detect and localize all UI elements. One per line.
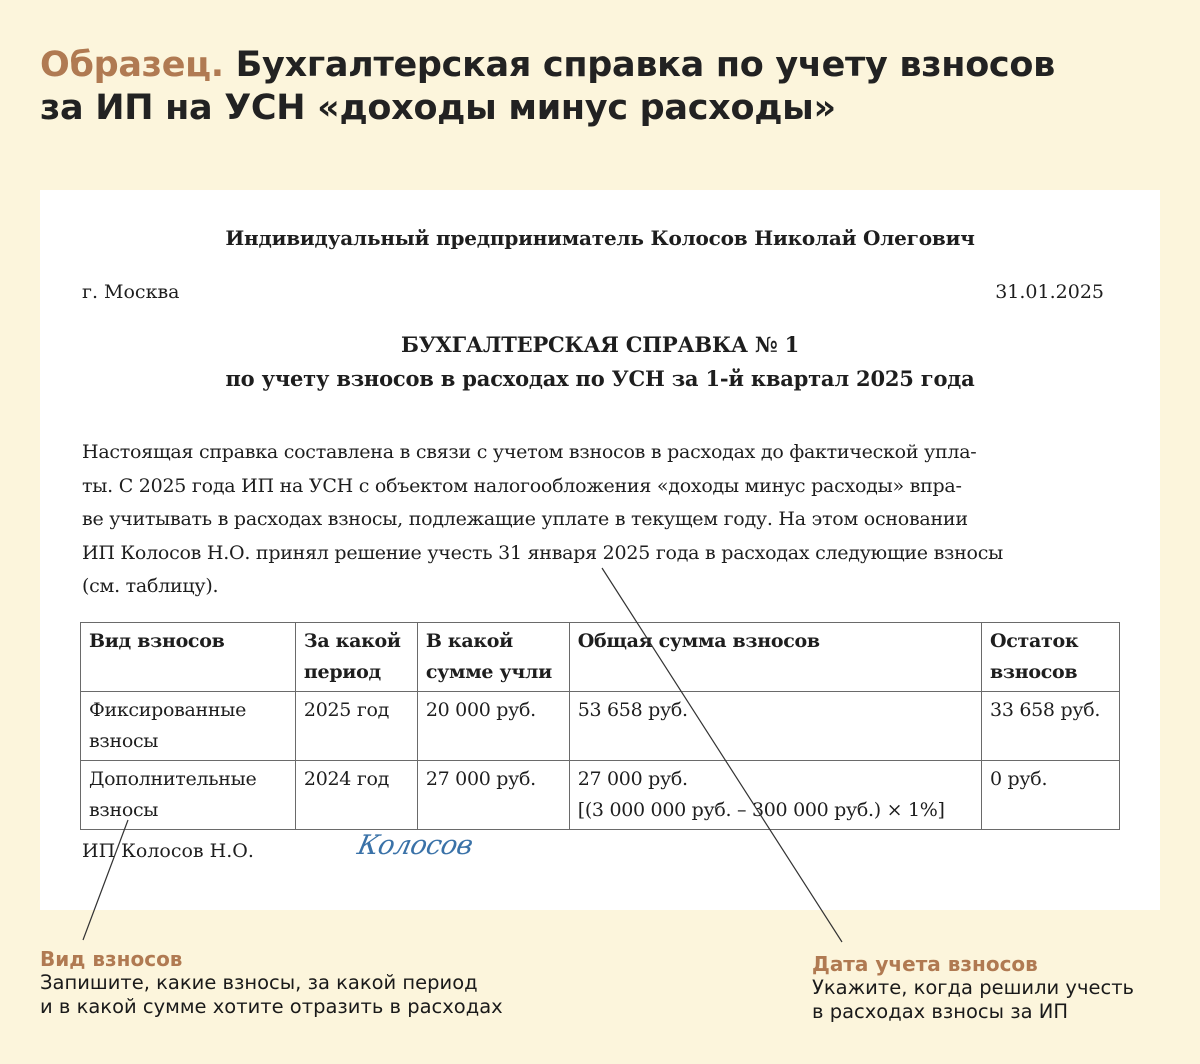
body-line: Настоящая справка составлена в связи с учетом взносов в расходах до фактической упла-	[82, 441, 977, 463]
callout-text: Запишите, какие взносы, за какой период	[40, 971, 478, 994]
title-accent: Образец.	[40, 45, 224, 85]
cell-type: Дополнительные взносы	[81, 761, 296, 830]
handwritten-signature: Колосов	[354, 830, 476, 861]
header-total: Общая сумма взносов	[569, 623, 981, 692]
cell-total: 27 000 руб. [(3 000 000 руб. – 300 000 руб.) × 1%]	[569, 761, 981, 830]
body-line: ве учитывать в расходах взносы, подлежащие уплате в текущем году. На этом основании	[82, 508, 968, 530]
cell-remainder: 0 руб.	[982, 761, 1120, 830]
document-city: г. Москва	[82, 281, 180, 303]
callout-line-date	[602, 568, 842, 942]
document-title-line2: по учету взносов в расходах по УСН за 1-й квартал 2025 года	[225, 366, 975, 391]
body-line: ИП Колосов Н.О. принял решение учесть 31 января 2025 года в расходах следующие взносы	[82, 541, 1004, 564]
signer-name: ИП Колосов Н.О.	[82, 840, 254, 862]
body-line: (см. таблицу).	[82, 575, 219, 597]
document-title-line1: БУХГАЛТЕРСКАЯ СПРАВКА № 1	[400, 332, 800, 357]
cell-period: 2025 год	[295, 692, 417, 761]
document-date: 31.01.2025	[995, 281, 1104, 303]
cell-period: 2024 год	[295, 761, 417, 830]
callout-contribution-type	[40, 947, 503, 1019]
callout-label: Вид взносов	[40, 947, 183, 971]
callout-text: и в какой сумме хотите отразить в расходах	[40, 995, 503, 1018]
cell-amount: 20 000 руб.	[417, 692, 569, 761]
cell-total: 53 658 руб.	[569, 692, 981, 761]
callout-label: Дата учета взносов	[812, 952, 1038, 976]
callout-text: в расходах взносы за ИП	[812, 1000, 1069, 1023]
callout-text: Укажите, когда решили учесть	[812, 976, 1135, 999]
callout-line-type	[83, 820, 128, 940]
entrepreneur-header: Индивидуальный предприниматель Колосов Николай Олегович	[225, 226, 975, 250]
callout-date	[812, 952, 1134, 1024]
title-main: Бухгалтерская справка по учету взносов	[235, 45, 1055, 85]
header-amount: В какой сумме учли	[417, 623, 569, 692]
cell-remainder: 33 658 руб.	[982, 692, 1120, 761]
header-period: За какой период	[295, 623, 417, 692]
header-remainder: Остаток взносов	[982, 623, 1120, 692]
cell-type: Фиксированные взносы	[81, 692, 296, 761]
cell-amount: 27 000 руб.	[417, 761, 569, 830]
title-line2: за ИП на УСН «доходы минус расходы»	[40, 88, 836, 128]
body-line: ты. С 2025 года ИП на УСН с объектом налогообложения «доходы минус расходы» впра-	[82, 474, 962, 497]
header-contribution-type: Вид взносов	[81, 623, 296, 692]
